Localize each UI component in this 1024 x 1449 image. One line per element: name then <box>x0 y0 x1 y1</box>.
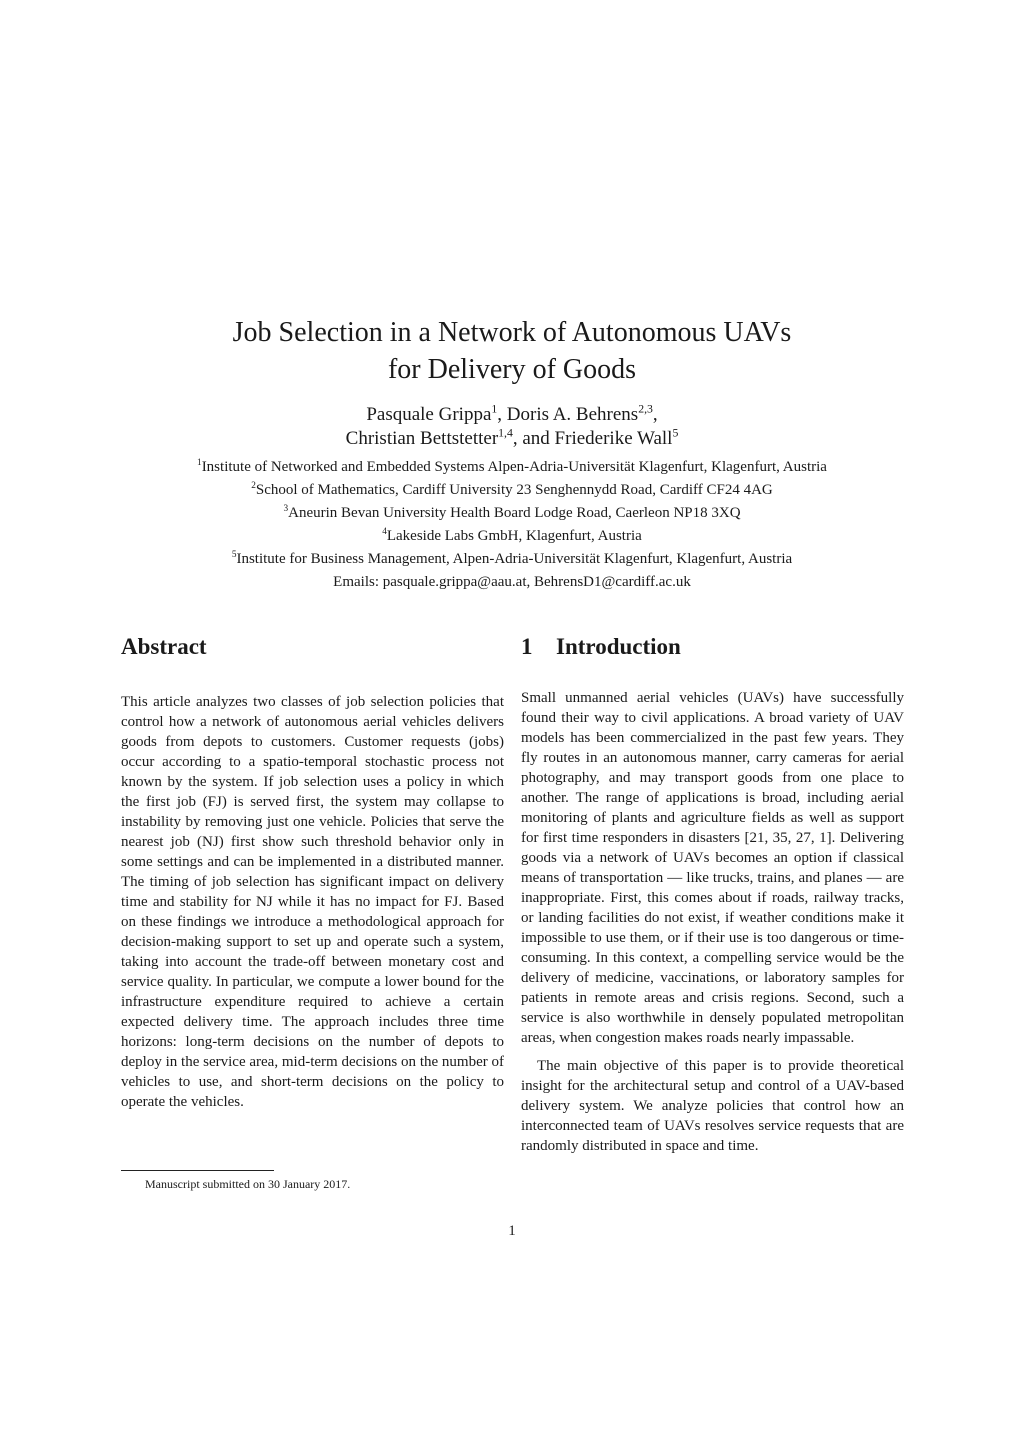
affiliation-marker: 3 <box>283 504 289 514</box>
affiliation-5 <box>100 548 924 571</box>
page-number: 1 <box>508 1223 516 1239</box>
author-affil-sup: 1 <box>491 402 498 416</box>
affiliation-3 <box>100 502 924 525</box>
author-sep: , <box>512 428 523 449</box>
intro-paragraph-2: The main objective of this paper is to provide theoretical insight for the architectural setup and control of a UAV-based delivery system. We analyze policies that control how an interconnected team of UAVs resolves service requests that are randomly distributed in space and time. <box>521 1058 904 1154</box>
footnote: Manuscript submitted on 30 January 2017. <box>145 1177 351 1191</box>
author-affil-sup: 1,4 <box>498 426 513 440</box>
title-line-1: Job Selection in a Network of Autonomous UAVs <box>232 317 792 348</box>
author-sep: , <box>497 404 507 425</box>
paper-title <box>120 314 904 388</box>
affiliation-marker: 1 <box>197 458 202 468</box>
introduction-body <box>521 688 904 1156</box>
author-sep: , <box>652 404 658 425</box>
author-name: Doris A. Behrens <box>506 404 639 425</box>
affiliation-text: Lakeside Labs GmbH, Klagenfurt, Austria <box>386 528 642 544</box>
intro-paragraph-1: Small unmanned aerial vehicles (UAVs) have successfully found their way to civil applications. A broad variety of UAV models has been commercialized in the past few years. They fly routes in an autonomous manner, carry cameras for aerial photography, and may transport goods from one place to another. The range of applications is broad, including aerial monitoring of plants and agriculture fields as well as support for first time responders in disasters [21, 35, 27, 1]. Delivering goods via a network of UAVs becomes an option if classical means of transportation — like trucks, trains, and planes — are inappropriate. First, this comes about if roads, railway tracks, or landing facilities do not exist, if weather conditions make it impossible to use them, or if their use is too dangerous or time-consuming. In this context, a compelling service would be the delivery of medicine, vaccinations, or laboratory samples for patients in remote areas and crisis regions. Second, such a service is also worthwhile in densely populated metropolitan areas, when congestion makes roads nearly impassable. <box>521 690 904 1046</box>
affiliation-1 <box>100 456 924 479</box>
abstract-text: This article analyzes two classes of job selection policies that control how a network of autonomous aerial vehicles delivers goods from depots to customers. Customer requests (jobs) occur according to a spatio-temporal stochastic process not known by the system. If job selection uses a policy in which the first job (FJ) is served first, the system may collapse to instability by removing just one vehicle. Policies that serve the nearest job (NJ) first show such threshold behavior only in some settings and can be implemented in a distributed manner. The timing of job selection has significant impact on delivery time and stability for NJ while it has no impact for FJ. Based on these findings we introduce a methodological approach for decision-making support to set up and operate such a system, taking into account the trade-off between monetary cost and service quality. In particular, we compute a lower bound for the infrastructure expenditure required to achieve a certain expected delivery time. The approach includes three time horizons: long-term decisions on the number of depots to deploy in the service area, mid-term decisions on the number of vehicles to use, and short-term decisions on the policy to operate the vehicles. <box>121 694 504 1110</box>
affiliation-text: School of Mathematics, Cardiff University 23 Senghennydd Road, Cardiff CF24 4AG <box>255 482 773 498</box>
affiliation-4 <box>100 525 924 548</box>
section-number: 1 <box>521 634 533 659</box>
affiliation-text: Institute for Business Management, Alpen-Adria-Universität Klagenfurt, Klagenfurt, Austria <box>236 551 793 567</box>
title-line-2: for Delivery of Goods <box>387 354 637 385</box>
author-line-1 <box>120 403 904 427</box>
abstract-heading: Abstract <box>121 634 207 659</box>
affiliation-marker: 4 <box>382 527 387 537</box>
section-title: Introduction <box>556 634 681 659</box>
affiliation-marker: 2 <box>251 481 256 491</box>
author-list <box>120 403 904 451</box>
affiliation-text: Aneurin Bevan University Health Board Lodge Road, Caerleon NP18 3XQ <box>288 505 741 521</box>
author-name: Pasquale Grippa <box>366 404 492 425</box>
contact-emails: Emails: pasquale.grippa@aau.at, BehrensD1@cardiff.ac.uk <box>333 574 691 590</box>
author-affil-sup: 2,3 <box>638 402 653 416</box>
introduction-heading <box>521 633 681 661</box>
footnote-rule <box>121 1170 274 1171</box>
abstract-body <box>121 692 504 1112</box>
author-name: and Friederike Wall <box>522 428 673 449</box>
author-affil-sup: 5 <box>672 426 679 440</box>
affiliation-list <box>100 456 924 594</box>
affiliation-text: Institute of Networked and Embedded Systems Alpen-Adria-Universität Klagenfurt, Klagenfurt, Austria <box>201 459 827 475</box>
author-line-2 <box>120 427 904 451</box>
author-name: Christian Bettstetter <box>345 428 499 449</box>
affiliation-2 <box>100 479 924 502</box>
affiliation-marker: 5 <box>231 550 237 560</box>
